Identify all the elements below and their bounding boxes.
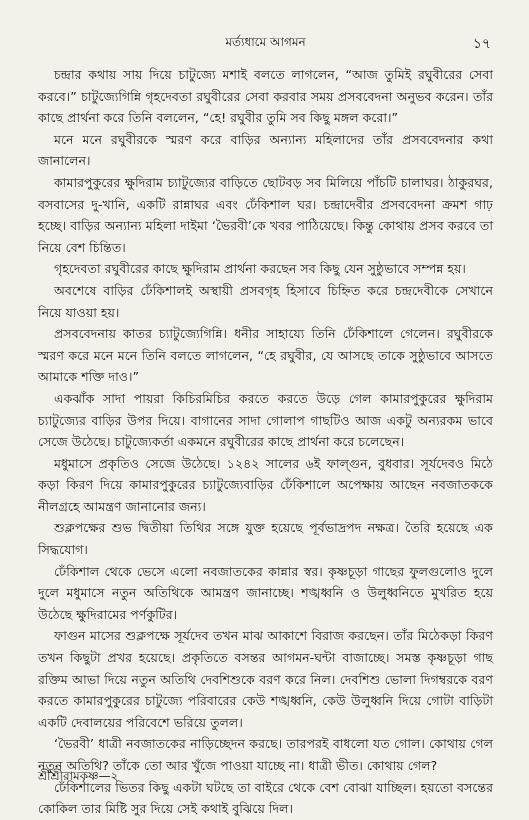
paragraph: ঢেঁকিশালের ভিতর কিছু একটা ঘটছে তা বাইরে থেকে বেশ বোঝা যাচ্ছিল। হয়তো বসন্তের কোকিল তার মিষ্টি সুর দিয়ে সেই কথাই বুঝিয়ে দিল। [38,779,493,817]
paragraph: প্রসববেদনায় কাতর চ্যাটুজ্যেগিন্নি। ধনীর সাহায্যে তিনি ঢেঁকিশালে গেলেন। রঘুবীরকে স্মরণ করে মনে মনে তিনি বলতে লাগলেন, “হে রঘুবীর, যে আসছে তাকে সুষ্ঠুভাবে আসতে আমাকে শক্তি দাও।” [38,326,493,385]
paragraph: শুক্লপক্ষের শুভ দ্বিতীয়া তিথির সঙ্গে যুক্ত হয়েছে পূর্বভাদ্রপদ নক্ষত্র। তৈরি হয়েছে এক সিদ্ধযোগ। [38,520,493,558]
footer-signature: শ্রীশ্রীরামকৃষ্ণ—২ [38,769,119,783]
paragraph: মধুমাসে প্রকৃতিও সেজে উঠেছে। ১২৪২ সালের ৬ই ফাল্গুন, বুধবার। সূর্যদেবও মিঠে কড়া কিরণ দিয়ে কামারপুকুরের চ্যাটুজ্যেবাড়ির ঢেঁকিশালে অপেক্ষায় আছেন নবজাতককে নীলগ্রহে আমন্ত্রণ জানানোর জন্য। [38,455,493,514]
paragraph: চন্দ্রার কথায় সায় দিয়ে চাটুজ্যে মশাই বলতে লাগলেন, “আজ তুমিই রঘুবীরের সেবা করবে।” চাটুজ্যেগিন্নি গৃহদেবতা রঘুবীরের সেবা করবার সময় প্রসববেদনা অনুভব করেন। তাঁর কাছে প্রার্থনা করে তিনি বললেন, “হে! রঘুবীর তুমি সব কিছু মঙ্গল করো।” [38,67,493,126]
paragraph: মনে মনে রঘুবীরকে স্মরণ করে বাড়ির অন্যান্য মহিলাদের তাঁর প্রসববেদনার কথা জানালেন। [38,131,493,169]
paragraph: কামারপুকুরের ক্ষুদিরাম চ্যাটুজ্যের বাড়িতে ছোটবড় সব মিলিয়ে পাঁচটি চালাঘর। ঠাকুরঘর, বসবাসের দু-খানি, একটি রান্নাঘর এবং ঢেঁকিশাল ঘর। চন্দ্রাদেবীর প্রসববেদনা ক্রমশ গাঢ় হচ্ছে। বাড়ির অন্যান্য মহিলা দাইমা ‘ভৈরবী’কে খবর পাঠিয়েছে। কিন্তু কোথায় প্রসব করবে তা নিয়ে বেশ চিন্তিত। [38,174,493,255]
running-title: মর্ত্যধামে আগমন [225,35,306,49]
paragraph: গৃহদেবতা রঘুবীরের কাছে ক্ষুদিরাম প্রার্থনা করছেন সব কিছু যেন সুষ্ঠুভাবে সম্পন্ন হয়। [54,261,466,277]
paragraph: একঝাঁক সাদা পায়রা কিচিরমিচির করতে করতে উড়ে গেল কামারপুকুরের ক্ষুদিরাম চ্যাটুজ্যের বাড়ির উপর দিয়ে। বাগানের সাদা গোলাপ গাছটিও আজ একটু অন্যরকম ভাবে সেজে উঠেছে। চাটুজ্যেকর্তা একমনে রঘুবীরের কাছে প্রার্থনা করে চলেছেন। [38,390,493,450]
paragraph: ‘ভৈরবী’ ধাত্রী নবজাতকের নাড়িচ্ছেদন করছে। তারপরই বাধলো যত গোল। কোথায় গেল নতুন অতিথি? তাঁকে তো আর খুঁজে পাওয়া যাচ্ছে না। ধাত্রী ভীত। কোথায় গেল? [38,736,493,773]
page-number: ১৭ [472,36,491,52]
paragraph: ফাগুন মাসের শুক্লপক্ষে সূর্যদেব তখন মাঝ আকাশে বিরাজ করছেন। তাঁর মিঠেকড়া কিরণ তখন কিছুটা প্রখর হয়েছে। প্রকৃতিতে বসন্তর আগমন-ঘন্টা বাজাচ্ছে। সমস্ত কৃষ্ণচূড়া গাছ রক্তিম আভা দিয়ে নতুন অতিথি দেবশিশুকে বরণ করে নিল। দেবশিশু ভোলা দিগম্বরকে বরণ করতে কামারপুকুরের চাটুজ্যে পরিবারের কেউ শঙ্খধ্বনি, কেউ উলুধ্বনি দিয়ে গোটা বাড়িটা একটি দেবালয়ের পরিবেশে ভরিয়ে তুলল। [38,628,493,730]
paragraph: ঢেঁকিশাল থেকে ভেসে এলো নবজাতকের কান্নার স্বর। কৃষ্ণচূড়া গাছের ফুলগুলোও দুলে দুলে মধুমাসে নতুন অতিথিকে আমন্ত্রণ জানাচ্ছে। শঙ্খধ্বনি ও উলুধ্বনিতে মুখরিত হয়ে উঠেছে ক্ষুদিরামের পর্ণকুটির। [38,563,493,622]
body-text [38,64,493,820]
page-header [38,34,493,56]
paragraph: অবশেষে বাড়ির ঢেঁকিশালই অস্থায়ী প্রসবগৃহ হিসাবে চিহ্নিত করে চন্দ্রদেবীকে সেখানে নিয়ে যাওয়া হয়। [38,282,493,320]
